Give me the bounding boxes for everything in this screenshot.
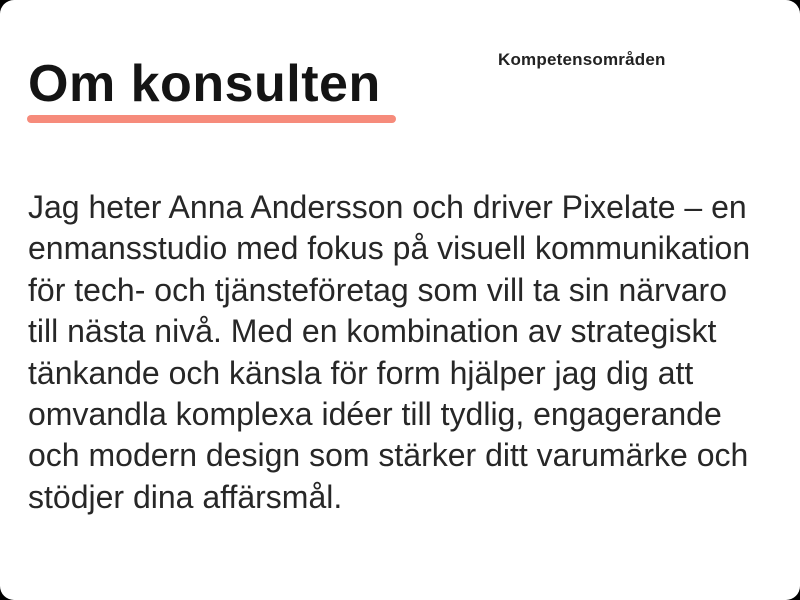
paragraph-line: och modern design som stärker ditt varumärke och bbox=[28, 437, 749, 474]
paragraph-line: Jag heter Anna Andersson och driver Pixelate – en bbox=[28, 189, 747, 225]
paragraph-line: stödjer dina affärsmål. bbox=[28, 478, 343, 515]
paragraph-line: för tech- och tjänsteföretag som vill ta sin närvaro bbox=[28, 271, 727, 308]
title-underline-accent bbox=[27, 115, 396, 123]
paragraph-line: omvandla komplexa idéer till tydlig, engagerande bbox=[28, 396, 722, 433]
paragraph-line: till nästa nivå. Med en kombination av strategiskt bbox=[28, 313, 717, 350]
section-label-kompetensomraden: Kompetensområden bbox=[498, 50, 666, 69]
paragraph-line: enmansstudio med fokus på visuell kommunikation bbox=[28, 230, 751, 267]
paragraph-line: tänkande och känsla för form hjälper jag dig att bbox=[28, 354, 694, 391]
page-title: Om konsulten bbox=[28, 55, 381, 113]
intro-paragraph bbox=[28, 187, 784, 518]
